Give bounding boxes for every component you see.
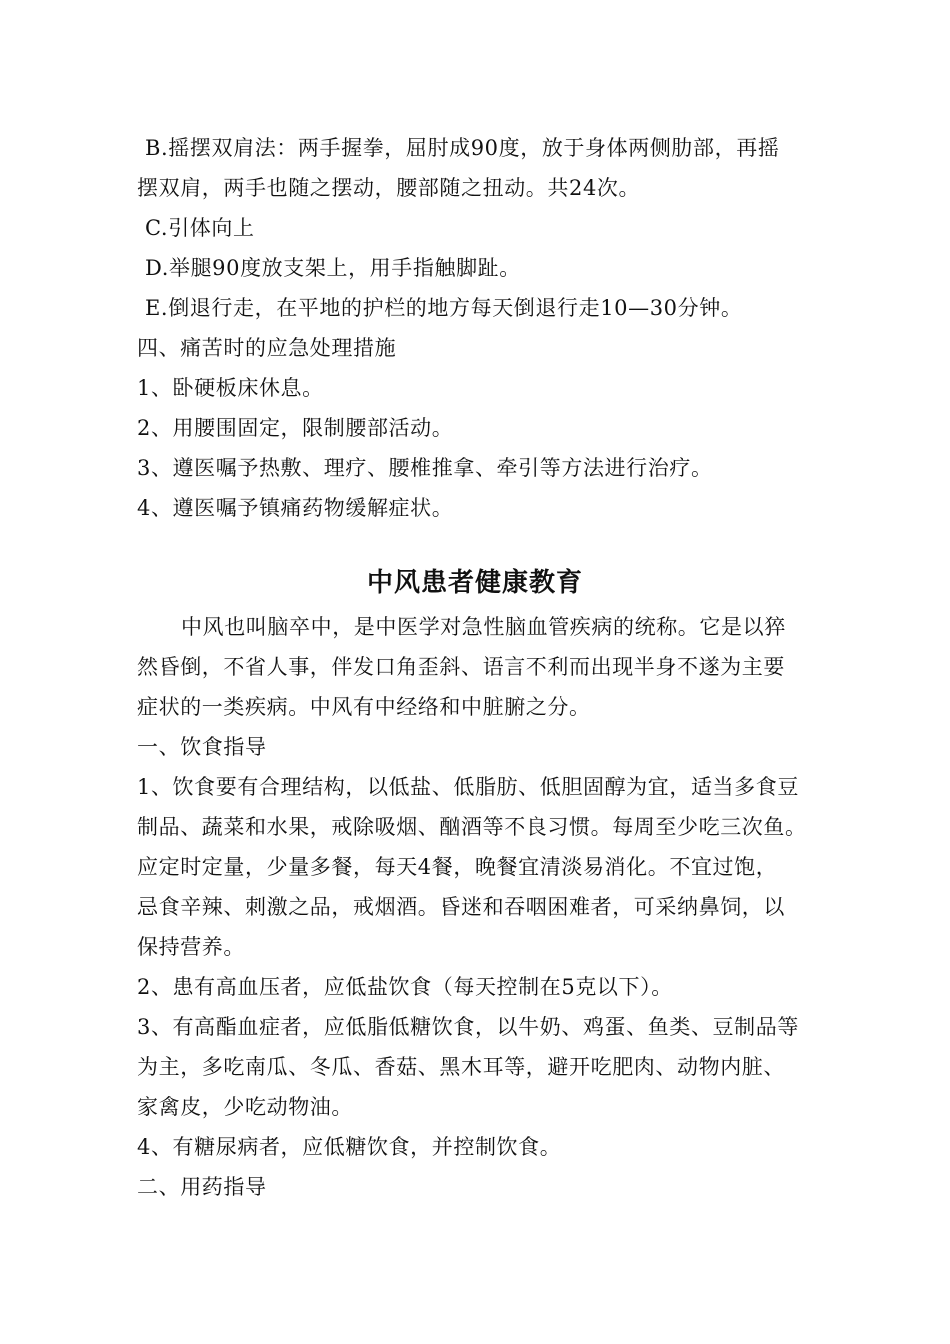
diet-line-9: 家禽皮，少吃动物油。	[137, 1095, 353, 1119]
exercise-item-b-line1: B.摇摆双肩法：两手握拳，屈肘成90度，放于身体两侧肋部，再摇	[145, 136, 780, 160]
pain-item-2: 2、用腰围固定，限制腰部活动。	[137, 416, 454, 440]
exercise-item-d: D.举腿90度放支架上，用手指触脚趾。	[145, 256, 521, 280]
exercise-item-e: E.倒退行走，在平地的护栏的地方每天倒退行走10—30分钟。	[145, 296, 743, 320]
diet-line-10: 4、有糖尿病者，应低糖饮食，并控制饮食。	[137, 1135, 562, 1159]
diet-line-6: 2、患有高血压者，应低盐饮食（每天控制在5克以下）。	[137, 975, 673, 999]
stroke-intro-line2: 然昏倒，不省人事，伴发口角歪斜、语言不利而出现半身不遂为主要	[137, 655, 785, 679]
diet-line-5: 保持营养。	[137, 935, 245, 959]
stroke-intro-line3: 症状的一类疾病。中风有中经络和中脏腑之分。	[137, 695, 591, 719]
diet-line-8: 为主，多吃南瓜、冬瓜、香菇、黑木耳等，避开吃肥肉、动物内脏、	[137, 1055, 785, 1079]
stroke-title: 中风患者健康教育	[366, 568, 583, 598]
pain-item-1: 1、卧硬板床休息。	[137, 376, 324, 400]
diet-line-4: 忌食辛辣、刺激之品，戒烟酒。昏迷和吞咽困难者，可采纳鼻饲，以	[137, 895, 785, 919]
diet-line-1: 1、饮食要有合理结构，以低盐、低脂肪、低胆固醇为宜，适当多食豆	[137, 775, 799, 799]
exercise-item-b-line2: 摆双肩，两手也随之摆动，腰部随之扭动。共24次。	[137, 176, 641, 200]
medication-heading: 二、用药指导	[137, 1175, 267, 1199]
diet-heading: 一、饮食指导	[137, 735, 267, 759]
stroke-intro-line1: 中风也叫脑卒中，是中医学对急性脑血管疾病的统称。它是以猝	[181, 615, 786, 639]
diet-line-7: 3、有高酯血症者，应低脂低糖饮食，以牛奶、鸡蛋、鱼类、豆制品等	[137, 1015, 799, 1039]
exercise-item-c: C.引体向上	[145, 216, 255, 240]
pain-section-heading: 四、痛苦时的应急处理措施	[137, 336, 397, 360]
diet-line-2: 制品、蔬菜和水果，戒除吸烟、酗酒等不良习惯。每周至少吃三次鱼。	[137, 815, 807, 839]
pain-item-3: 3、遵医嘱予热敷、理疗、腰椎推拿、牵引等方法进行治疗。	[137, 456, 713, 480]
diet-line-3: 应定时定量，少量多餐，每天4餐，晚餐宜清淡易消化。不宜过饱，	[137, 855, 778, 879]
pain-item-4: 4、遵医嘱予镇痛药物缓解症状。	[137, 496, 454, 520]
